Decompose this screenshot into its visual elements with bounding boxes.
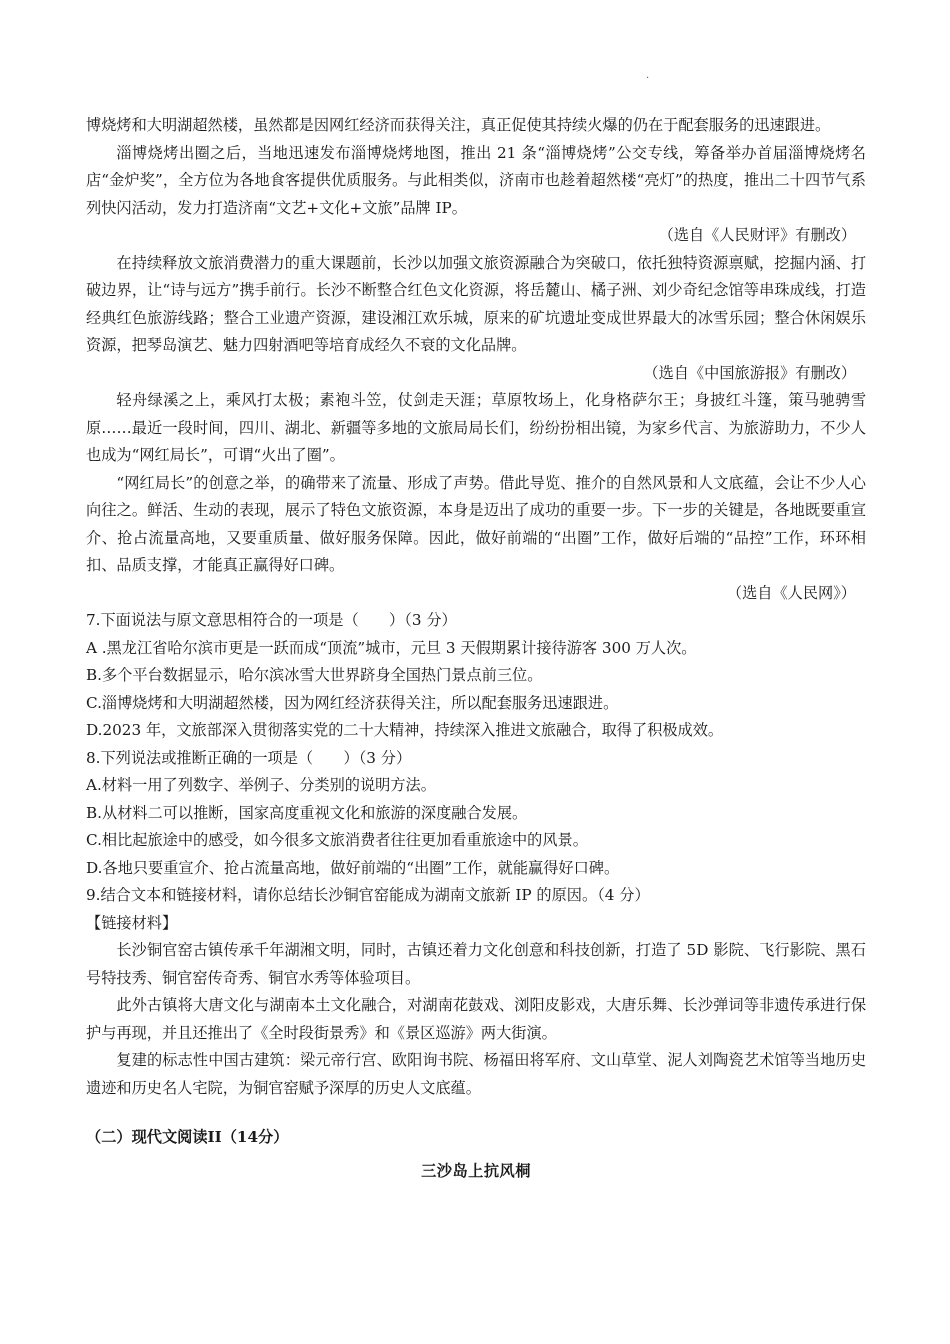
header-dot: . [646,70,650,81]
link-paragraph: 复建的标志性中国古建筑：梁元帝行宫、欧阳询书院、杨福田将军府、文山草堂、泥人刘陶瓷艺术馆等当地历史遗迹和历史名人宅院，为铜官窑赋予深厚的历史人文底蕴。 [86,1051,866,1097]
option-7c: C.淄博烧烤和大明湖超然楼，因为网红经济获得关注，所以配套服务迅速跟进。 [86,693,619,712]
option-8d: D.各地只要重宣介、抢占流量高地，做好前端的“出圈”工作，就能赢得好口碑。 [86,858,620,877]
section-heading: （二）现代文阅读II（14分） [86,1128,289,1146]
paragraph: 在持续释放文旅消费潜力的重大课题前，长沙以加强文旅资源融合为突破口，依托独特资源禀赋，挖掘内涵、打破边界，让“诗与远方”携手前行。长沙不断整合红色文化资源，将岳麓山、橘子洲、刘少奇纪念馆等串珠成线，打造经典红色旅游线路；整合工业遗产资源，建设湘江欢乐城，原来的矿坑遗址变成世界最大的冰雪乐园；整合休闲娱乐资源，把琴岛演艺、魅力四射酒吧等培育成经久不衰的文化品牌。 [86,253,866,354]
source-citation: （选自《人民网》） [726,583,856,602]
paragraph: “网红局长”的创意之举，的确带来了流量、形成了声势。借此导览、推介的自然风景和人文底蕴，会让不少人心向往之。鲜活、生动的表现，展示了特色文旅资源，本身是迈出了成功的重要一步。下一步的关键是，各地既要重宣介、抢占流量高地，又要重质量、做好服务保障。因此，做好前端的“出圈”工作，做好后端的“品控”工作，环环相扣、品质支撑，才能真正赢得好口碑。 [86,473,866,574]
paragraph: 轻舟绿溪之上，乘风打太极；素袍斗笠，仗剑走天涯；草原牧场上，化身格萨尔王；身披红斗篷，策马驰骋雪原……最近一段时间，四川、湖北、新疆等多地的文旅局局长们，纷纷扮相出镜，为家乡代言、为旅游助力，不少人也成为“网红局长”，可谓“火出了圈”。 [86,391,866,464]
link-paragraph: 长沙铜官窑古镇传承千年湖湘文明，同时，古镇还着力文化创意和科技创新，打造了 5D 影院、飞行影院、黑石号特技秀、铜官窑传奇秀、铜官水秀等体验项目。 [86,941,866,987]
article-title: 三沙岛上抗风桐 [421,1161,531,1180]
link-paragraph: 此外古镇将大唐文化与湖南本土文化融合，对湖南花鼓戏、浏阳皮影戏，大唐乐舞、长沙弹词等非遗传承进行保护与再现，并且还推出了《全时段街景秀》和《景区巡游》两大街演。 [86,996,866,1042]
source-citation: （选自《中国旅游报》有删改） [643,363,856,382]
option-8b: B.从材料二可以推断，国家高度重视文化和旅游的深度融合发展。 [86,803,528,822]
option-7b: B.多个平台数据显示，哈尔滨冰雪大世界跻身全国热门景点前三位。 [86,666,543,684]
document-body [86,112,866,1185]
option-8c: C.相比起旅途中的感受，如今很多文旅消费者往往更加看重旅途中的风景。 [86,831,588,849]
source-citation: （选自《人民财评》有删改） [658,226,856,244]
question-7: 7.下面说法与原文意思相符合的一项是（ ）（3 分） [86,611,457,629]
question-9: 9.结合文本和链接材料，请你总结长沙铜官窑能成为湖南文旅新 IP 的原因。（4 分） [86,886,650,904]
option-7a: A .黑龙江省哈尔滨市更是一跃而成“顶流”城市，元旦 3 天假期累计接待游客 300 万人次。 [86,638,697,657]
option-7d: D.2023 年，文旅部深入贯彻落实党的二十大精神，持续深入推进文旅融合，取得了积极成效。 [86,721,724,739]
question-8: 8.下列说法或推断正确的一项是（ ）（3 分） [86,748,412,767]
link-material-heading: 【链接材料】 [86,913,178,932]
paragraph: 淄博烧烤出圈之后，当地迅速发布淄博烧烤地图，推出 21 条“淄博烧烤”公交专线，筹备举办首届淄博烧烤名店“金炉奖”，全方位为各地食客提供优质服务。与此相类似，济南市也趁着超然楼“亮灯”的热度，推出二十四节气系列快闪活动，发力打造济南“文艺+文化+文旅”品牌 IP。 [86,143,866,217]
paragraph: 博烧烤和大明湖超然楼，虽然都是因网红经济而获得关注，真正促使其持续火爆的仍在于配套服务的迅速跟进。 [86,116,831,134]
option-8a: A.材料一用了列数字、举例子、分类别的说明方法。 [86,776,436,794]
